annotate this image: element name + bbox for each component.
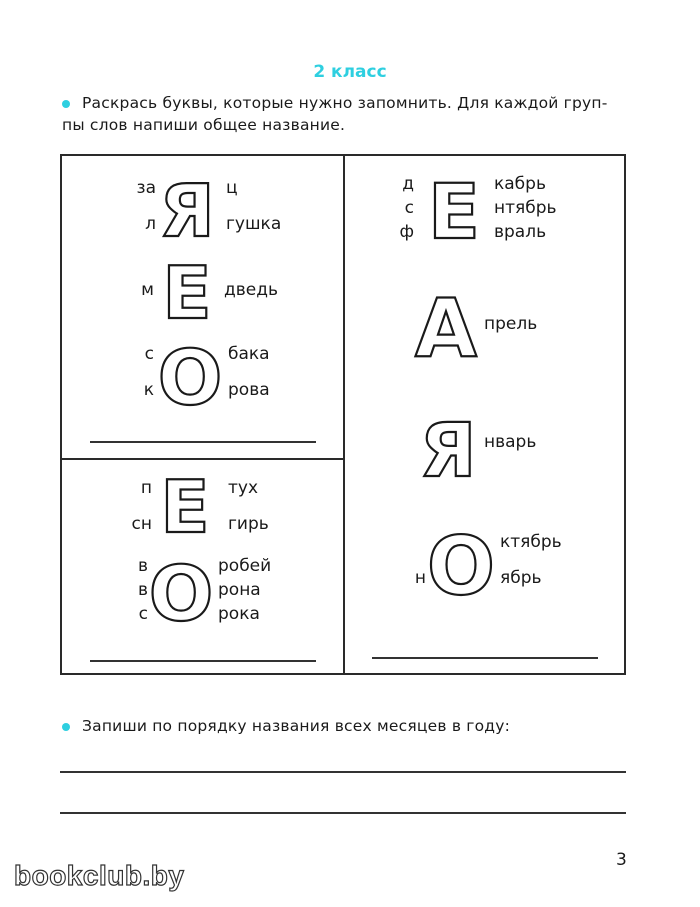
writing-line[interactable] bbox=[60, 771, 626, 773]
word-end: рова bbox=[228, 380, 270, 400]
word-end: ябрь bbox=[500, 568, 542, 588]
answer-line-months[interactable] bbox=[372, 657, 598, 659]
word-end: гирь bbox=[228, 514, 269, 534]
svg-text:О: О bbox=[157, 333, 223, 422]
outline-letter-o[interactable] bbox=[148, 549, 214, 638]
bullet-icon bbox=[62, 100, 70, 108]
grid-divider-horizontal bbox=[60, 458, 345, 460]
outline-letter-e[interactable] bbox=[158, 465, 212, 549]
outline-letter-o[interactable] bbox=[157, 333, 223, 422]
grid-divider-vertical bbox=[343, 154, 345, 675]
svg-text:Я: Я bbox=[159, 169, 215, 253]
outline-letter-e[interactable] bbox=[424, 167, 484, 256]
word-end: нварь bbox=[484, 432, 537, 452]
svg-text:Е: Е bbox=[162, 251, 212, 335]
word-end: робей bbox=[218, 556, 272, 576]
word-start: н bbox=[414, 568, 426, 588]
svg-text:О: О bbox=[426, 520, 496, 613]
word-start: в bbox=[137, 580, 148, 600]
word-end: ктябрь bbox=[500, 532, 562, 552]
word-end: тух bbox=[228, 478, 259, 498]
word-end: ц bbox=[226, 178, 238, 198]
word-start: м bbox=[141, 280, 154, 300]
outline-letter-e[interactable] bbox=[160, 251, 214, 335]
word-end: нтябрь bbox=[494, 198, 557, 218]
word-start: ф bbox=[399, 222, 414, 242]
svg-text:Е: Е bbox=[428, 167, 480, 256]
page-number: 3 bbox=[616, 850, 627, 870]
grade-title: 2 класс bbox=[313, 62, 387, 82]
word-end: рока bbox=[218, 604, 260, 624]
answer-line-birds[interactable] bbox=[90, 660, 316, 662]
outline-letter-a[interactable] bbox=[414, 282, 478, 375]
word-start: п bbox=[140, 478, 152, 498]
word-start: с bbox=[404, 198, 414, 218]
svg-text:Я: Я bbox=[419, 408, 477, 494]
word-end: бака bbox=[228, 344, 270, 364]
svg-text:О: О bbox=[148, 549, 214, 638]
word-start: за bbox=[136, 178, 156, 198]
outline-letter-ya[interactable] bbox=[159, 169, 215, 253]
word-start: в bbox=[137, 556, 148, 576]
task2-instruction: Запиши по порядку названия всех месяцев в году: bbox=[82, 717, 511, 735]
task1-instruction-line2: пы слов напиши общее название. bbox=[62, 116, 346, 134]
answer-line-animals[interactable] bbox=[90, 441, 316, 443]
word-start: с bbox=[144, 344, 154, 364]
task1-instruction-line1: Раскрась буквы, которые нужно запомнить. Для каждой груп- bbox=[82, 94, 608, 112]
word-end: дведь bbox=[224, 280, 279, 300]
watermark-logo: bookclub.by bbox=[14, 860, 185, 891]
svg-text:А: А bbox=[415, 282, 477, 375]
word-start: сн bbox=[131, 514, 152, 534]
word-start: к bbox=[143, 380, 154, 400]
word-end: рона bbox=[218, 580, 261, 600]
word-end: враль bbox=[494, 222, 547, 242]
word-end: кабрь bbox=[494, 174, 546, 194]
word-end: прель bbox=[484, 314, 538, 334]
word-end: гушка bbox=[226, 214, 282, 234]
writing-line[interactable] bbox=[60, 812, 626, 814]
outline-letter-o[interactable] bbox=[426, 520, 496, 613]
svg-text:Е: Е bbox=[160, 465, 210, 549]
outline-letter-ya[interactable] bbox=[419, 408, 477, 494]
bullet-icon bbox=[62, 723, 70, 731]
word-start: с bbox=[138, 604, 148, 624]
word-start: л bbox=[145, 214, 156, 234]
word-start: д bbox=[402, 174, 414, 194]
